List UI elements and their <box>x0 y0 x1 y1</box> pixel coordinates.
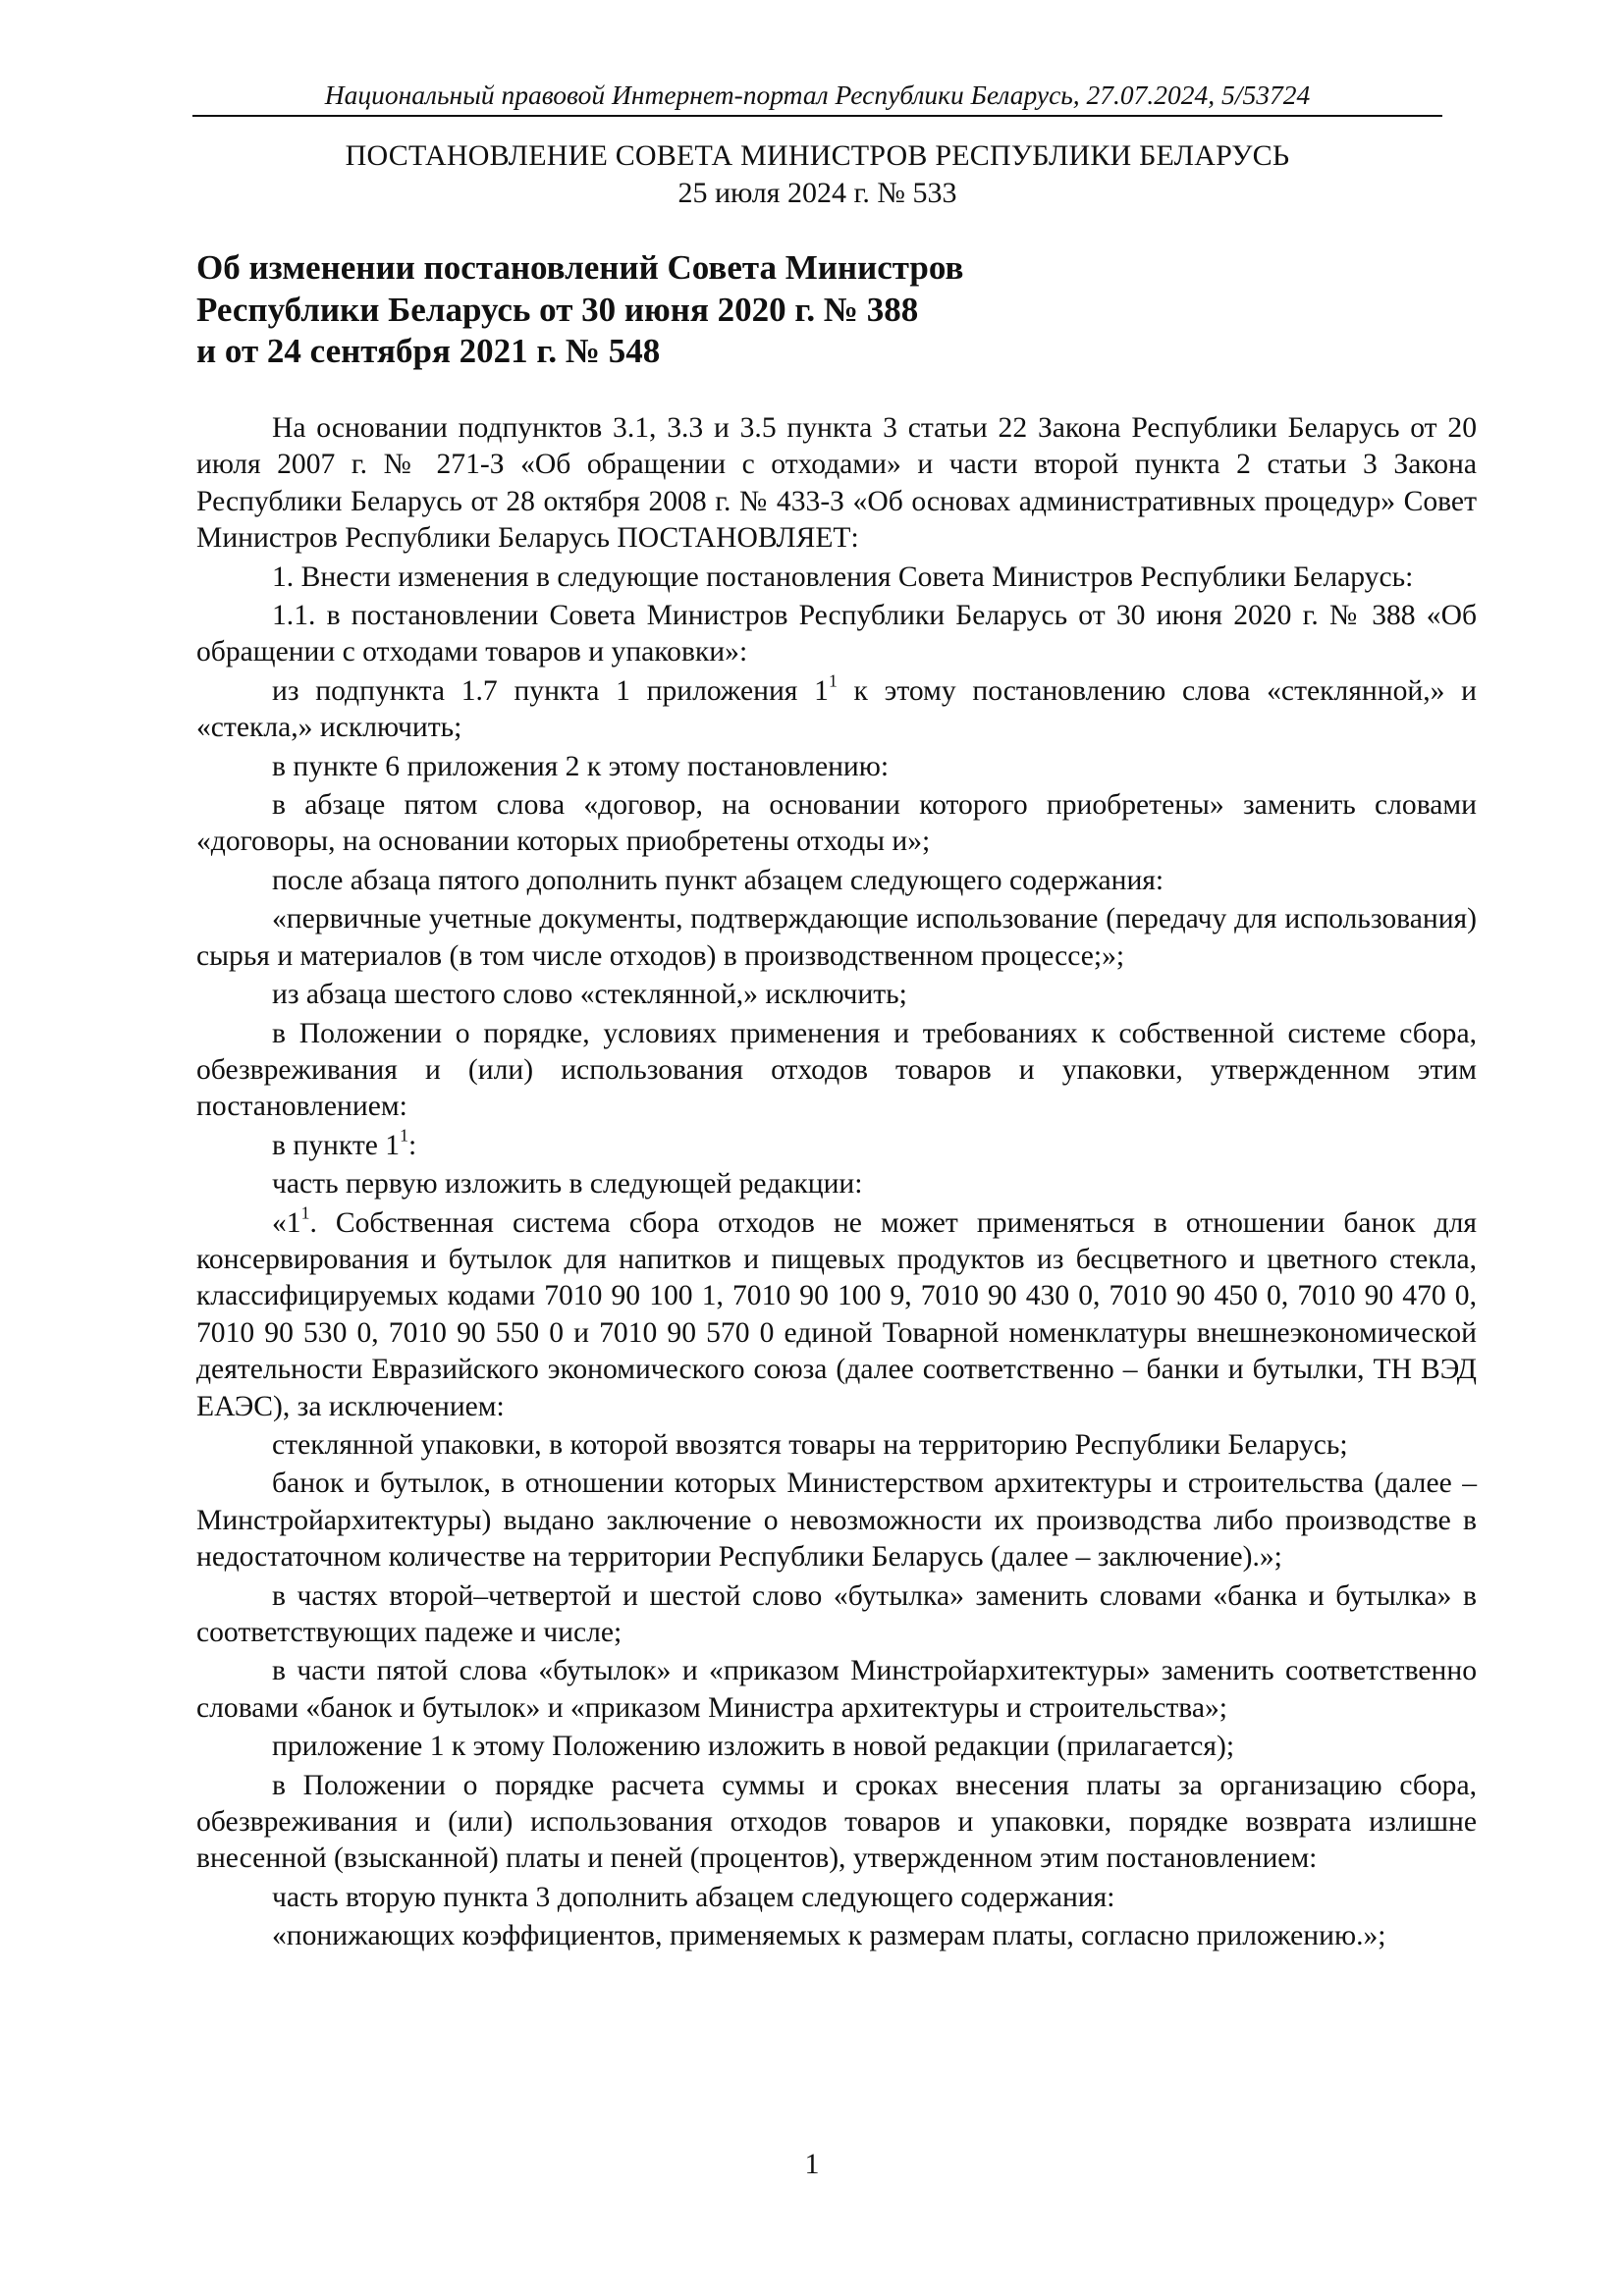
title-line: и от 24 сентября 2021 г. № 548 <box>196 332 661 370</box>
text-part: из подпункта 1.7 пункта 1 приложения 1 <box>272 674 829 707</box>
paragraph-preamble: На основании подпунктов 3.1, 3.3 и 3.5 пункта 3 статьи 22 Закона Республики Беларусь от 20 июля 2007 г. № 271-З «Об обращении с отходами» и части второй пункта 2 статьи 3 Закона Республики Беларусь от 28 октября 2008 г. № 433-З «Об основах административных процедур» Совет Министров Республики Беларусь ПОСТАНОВЛЯЕТ: <box>196 412 1477 555</box>
paragraph: в Положении о порядке расчета суммы и сроках внесения платы за организацию сбора, обезвреживания и (или) использования отходов товаров и упаковки, порядке возврата излишне внесенной (взысканной) платы и пеней (процентов), утвержденном этим постановлением: <box>196 1769 1477 1875</box>
paragraph-item-1-1: 1.1. в постановлении Совета Министров Республики Беларусь от 30 июня 2020 г. № 388 «Об обращении с отходами товаров и упаковки»: <box>196 600 1477 668</box>
paragraph: в абзаце пятом слова «договор, на основании которого приобретены» заменить словами «договоры, на основании которых приобретены отходы и»; <box>196 789 1477 858</box>
paragraph <box>196 1125 1477 1166</box>
paragraph: из абзаца шестого слово «стеклянной,» исключить; <box>272 979 907 1011</box>
page-number: 1 <box>804 2148 820 2180</box>
paragraph: стеклянной упаковки, в которой ввозятся товары на территорию Республики Беларусь; <box>272 1428 1348 1461</box>
title-line: Республики Беларусь от 30 июня 2020 г. № 388 <box>196 290 919 329</box>
paragraph: после абзаца пятого дополнить пункт абзацем следующего содержания: <box>272 864 1164 896</box>
portal-header: Национальный правовой Интернет-портал Республики Беларусь, 27.07.2024, 5/53724 <box>324 80 1311 110</box>
paragraph: в Положении о порядке, условиях применения и требованиях к собственной системе сбора, обезвреживания и (или) использования отходов товаров и упаковки, утвержденном этим постановлением: <box>196 1017 1477 1123</box>
paragraph: «первичные учетные документы, подтверждающие использование (передачу для использования) сырья и материалов (в том числе отходов) в производственном процессе;»; <box>196 903 1477 972</box>
text-part: к этому постановлению слова «стеклянной,» и «стекла,» исключить; <box>196 674 1477 744</box>
paragraph <box>196 670 1477 749</box>
document-type: ПОСТАНОВЛЕНИЕ СОВЕТА МИНИСТРОВ РЕСПУБЛИКИ БЕЛАРУСЬ <box>345 139 1290 172</box>
paragraph <box>196 1202 1477 1427</box>
text-part: . Собственная система сбора отходов не может применяться в отношении банок для консервирования и бутылок для напитков и пищевых продуктов из бесцветного и цветного стекла, классифицируемых кодами 7010 90 100 1, 7010 90 100 9, 7010 90 430 0, 7010 90 450 0, 7010 90 470 0, 7010 90 530 0, 7010 90 550 0 и 7010 90 570 0 единой Товарной номенклатуры внешнеэкономической деятельности Евразийского экономического союза (далее соответственно – банки и бутылки, ТН ВЭД ЕАЭС), за исключением: <box>196 1206 1477 1422</box>
paragraph: в частях второй–четвертой и шестой слово «бутылка» заменить словами «банка и бутылка» в соответствующих падеже и числе; <box>196 1579 1477 1648</box>
document-date-number: 25 июля 2024 г. № 533 <box>677 177 957 209</box>
paragraph: часть первую изложить в следующей редакции: <box>272 1168 863 1201</box>
title-line: Об изменении постановлений Совета Министров <box>196 248 964 287</box>
document-body <box>196 410 1477 1957</box>
header-divider <box>192 115 1442 117</box>
paragraph-item-1: 1. Внести изменения в следующие постановления Совета Министров Республики Беларусь: <box>272 561 1414 593</box>
text-part: «1 <box>272 1206 301 1239</box>
paragraph: приложение 1 к этому Положению изложить в новой редакции (прилагается); <box>272 1731 1235 1763</box>
document-title <box>196 247 1276 373</box>
paragraph: «понижающих коэффициентов, применяемых к размерам платы, согласно приложению.»; <box>272 1920 1386 1952</box>
paragraph: в пункте 6 приложения 2 к этому постановлению: <box>272 750 890 782</box>
paragraph: банок и бутылок, в отношении которых Министерством архитектуры и строительства (далее – Минстройархитектуры) выдано заключение о невозможности их производства либо производстве в недостаточном количестве на территории Республики Беларусь (далее – заключение).»; <box>196 1468 1477 1574</box>
paragraph: в части пятой слова «бутылок» и «приказом Минстройархитектуры» заменить соответственно словами «банок и бутылок» и «приказом Министра архитектуры и строительства»; <box>196 1655 1477 1724</box>
paragraph: часть вторую пункта 3 дополнить абзацем следующего содержания: <box>272 1881 1115 1913</box>
superscript: 1 <box>300 1202 310 1223</box>
superscript: 1 <box>828 670 838 691</box>
text-part: в пункте 1 <box>272 1129 401 1161</box>
superscript: 1 <box>400 1125 408 1146</box>
text-part: : <box>407 1129 417 1161</box>
